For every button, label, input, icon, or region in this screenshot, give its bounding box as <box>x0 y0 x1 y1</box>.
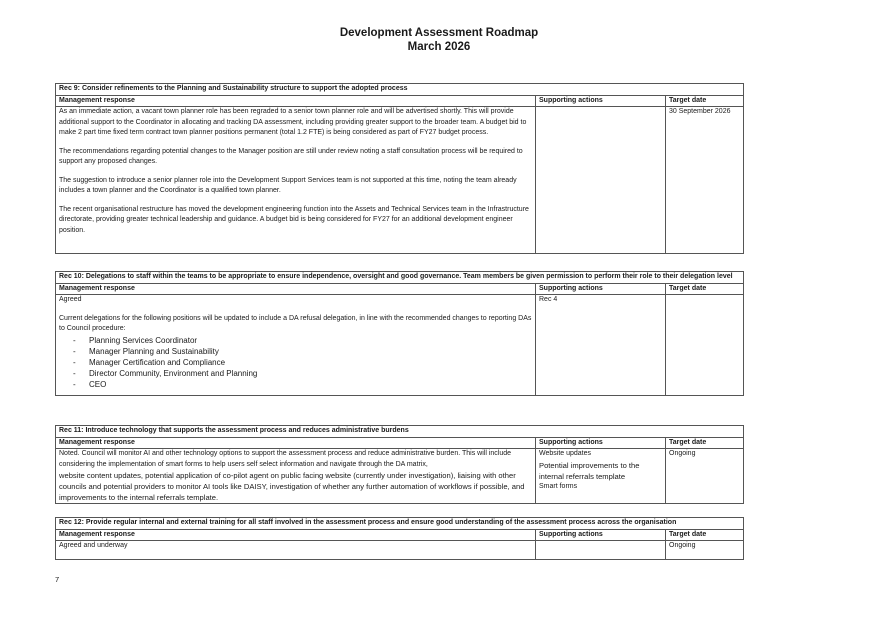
rec12-management-response: Agreed and underway <box>56 541 536 560</box>
rec11-supporting-item: Smart forms <box>539 482 578 490</box>
rec10-supporting-actions: Rec 4 <box>536 295 666 396</box>
rec10-header-target: Target date <box>666 283 744 295</box>
rec12-title: Rec 12: Provide regular internal and external training for all staff involved in the assessment process and ensure good understanding of the assessment process across the organisation <box>56 518 744 530</box>
list-item: - Director Community, Environment and Planning <box>73 368 532 379</box>
rec9-paragraph: The recommendations regarding potential changes to the Manager position are still under review noting a staff consultation process will be required to support any proposed changes. <box>59 147 523 165</box>
rec12-header-management: Management response <box>56 529 536 541</box>
rec9-paragraph: As an immediate action, a vacant town planner role has been regraded to a senior town planner role and will be advertised shortly. This will provide additional support to the Coordinator in allocating and tracking DA assessment, including providing greater support to the broader team. A budget bid to make 2 part time fixed term contract town planner positions permanent (total 1.2 FTE) is being considered as part of FY27 budget process. <box>59 108 527 136</box>
rec12-header-target: Target date <box>666 529 744 541</box>
rec12-table <box>55 517 744 560</box>
list-item: - Manager Planning and Sustainability <box>73 346 532 357</box>
rec10-position-list <box>59 335 532 390</box>
rec10-header-management: Management response <box>56 283 536 295</box>
rec11-table <box>55 425 744 504</box>
rec9-paragraph: The recent organisational restructure has moved the development engineering function into the Assets and Technical Services team in the Infrastructure directorate, providing greater technical leadership and guidance. A budget bid is being considered for FY27 for an additional development engineer position. <box>59 205 529 234</box>
rec11-target-date: Ongoing <box>666 449 744 504</box>
rec9-header-supporting: Supporting actions <box>536 95 666 107</box>
rec12-supporting-actions <box>536 541 666 560</box>
rec12-target-date: Ongoing <box>666 541 744 560</box>
page-number: 7 <box>55 575 60 584</box>
rec10-header-supporting: Supporting actions <box>536 283 666 295</box>
rec9-management-response <box>56 107 536 254</box>
document-title: Development Assessment Roadmap <box>339 27 539 39</box>
rec11-response-part2: website content updates, potential application of co-pilot agent on public facing website (currently under investigation), liaising with other councils and potential providers to monitor AI tools like DAISY, investigation of whether any further automation of workflows if possible, and improvements to the internal referrals template. <box>59 471 525 502</box>
rec9-paragraph: The suggestion to introduce a senior planner role into the Development Support Services team is not supported at this time, noting the team already includes a town planner and the Coordinator is a qualified town planner. <box>59 176 517 194</box>
rec12-header-supporting: Supporting actions <box>536 529 666 541</box>
list-item: - Manager Certification and Compliance <box>73 357 532 368</box>
rec11-supporting-item: Website updates <box>539 450 592 457</box>
rec11-header-target: Target date <box>666 437 744 449</box>
rec9-header-management: Management response <box>56 95 536 107</box>
rec9-title: Rec 9: Consider refinements to the Planning and Sustainability structure to support the adopted process <box>56 84 744 96</box>
rec11-supporting-actions <box>536 449 666 504</box>
rec10-management-response <box>56 295 536 396</box>
rec9-target-date: 30 September 2026 <box>666 107 744 254</box>
rec11-management-response <box>56 449 536 504</box>
rec10-table <box>55 271 744 396</box>
rec10-target-date <box>666 295 744 396</box>
rec10-title: Rec 10: Delegations to staff within the teams to be appropriate to ensure independence, oversight and good governance. Team members be given permission to perform their role to their delegation level <box>56 272 744 284</box>
rec9-table <box>55 83 744 254</box>
list-item: - Planning Services Coordinator <box>73 335 532 346</box>
rec11-header-supporting: Supporting actions <box>536 437 666 449</box>
rec9-supporting-actions <box>536 107 666 254</box>
rec11-supporting-item: Potential improvements to the internal referrals template <box>539 460 640 481</box>
rec10-agreed: Agreed <box>59 296 82 303</box>
rec10-intro: Current delegations for the following positions will be updated to include a DA refusal delegation, in line with the recommended changes to reporting DAs to Council procedure: <box>59 314 532 332</box>
document-title-block <box>0 26 878 54</box>
list-item: - CEO <box>73 379 532 390</box>
rec9-header-target: Target date <box>666 95 744 107</box>
rec11-title: Rec 11: Introduce technology that supports the assessment process and reduces administrative burdens <box>56 426 744 438</box>
document-subtitle: March 2026 <box>407 41 471 53</box>
rec11-header-management: Management response <box>56 437 536 449</box>
rec11-response-part1: Noted. Council will monitor AI and other technology options to support the assessment process and reduce administrative burden. This will include considering the implementation of smart forms to help users self select information and navigate through the DA matrix, <box>59 450 512 468</box>
